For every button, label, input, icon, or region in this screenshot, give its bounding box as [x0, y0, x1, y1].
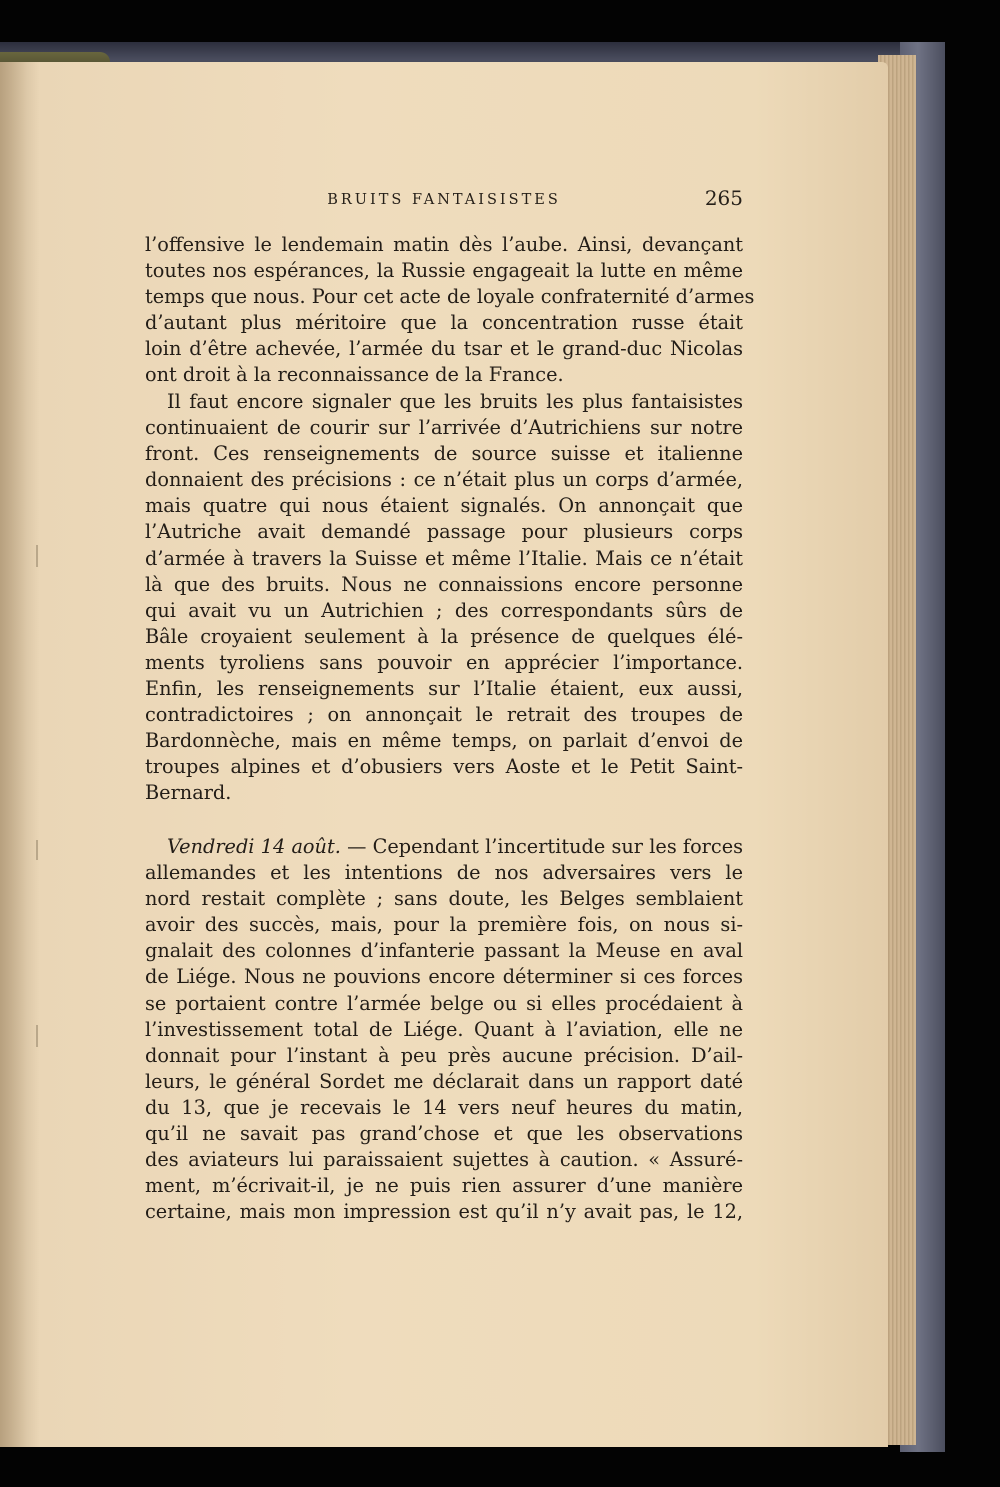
- date-label: Vendredi 14 août.: [167, 835, 341, 858]
- text-line: toutes nos espérances, la Russie engageait la lutte en même: [145, 259, 743, 283]
- text-line: des aviateurs lui paraissaient sujettes à caution. « Assuré-: [145, 1148, 743, 1172]
- margin-mark: [36, 545, 38, 567]
- gutter-shadow: [0, 62, 40, 1447]
- text-line: mais quatre qui nous étaient signalés. On annonçait que: [145, 494, 743, 518]
- text-line: temps que nous. Pour cet acte de loyale confraternité d’armes: [145, 285, 755, 309]
- text-line: loin d’être achevée, l’armée du tsar et le grand-duc Nicolas: [145, 337, 743, 361]
- text-line: continuaient de courir sur l’arrivée d’Autrichiens sur notre: [145, 416, 743, 440]
- text-line: là que des bruits. Nous ne connaissions encore personne: [145, 572, 743, 596]
- running-title: BRUITS FANTAISISTES: [327, 192, 561, 208]
- text-line: l’Autriche avait demandé passage pour plusieurs corps: [145, 520, 743, 544]
- text-fragment: — Cependant l’incertitude sur les forces: [340, 835, 743, 858]
- text-line: ont droit à la reconnaissance de la France.: [145, 363, 564, 387]
- paragraph-1: [145, 232, 755, 389]
- text-line: ments tyroliens sans pouvoir en apprécier l’importance.: [145, 650, 743, 674]
- text-line: [145, 834, 743, 860]
- text-line: avoir des succès, mais, pour la première fois, on nous si-: [145, 913, 743, 937]
- text-line: Bardonnèche, mais en même temps, on parlait d’envoi de: [145, 729, 743, 753]
- margin-mark: [36, 1025, 38, 1047]
- text-line: Enfin, les renseignements sur l’Italie étaient, eux aussi,: [145, 677, 743, 701]
- text-line: front. Ces renseignements de source suisse et italienne: [145, 442, 743, 466]
- text-line: leurs, le général Sordet me déclarait dans un rapport daté: [145, 1069, 743, 1093]
- text-line: de Liége. Nous ne pouvions encore déterminer si ces forces: [145, 965, 743, 989]
- text-line: se portaient contre l’armée belge ou si elles procédaient à: [145, 991, 743, 1015]
- text-line: troupes alpines et d’obusiers vers Aoste et le Petit Saint-: [145, 755, 743, 779]
- text-line: nord restait complète ; sans doute, les Belges semblaient: [145, 887, 743, 911]
- text-line: donnait pour l’instant à peu près aucune précision. D’ail-: [145, 1043, 743, 1067]
- text-line: gnalait des colonnes d’infanterie passant la Meuse en aval: [145, 939, 743, 963]
- text-line: allemandes et les intentions de nos adversaires vers le: [145, 861, 743, 885]
- text-line: d’armée à travers la Suisse et même l’Italie. Mais ce n’était: [145, 546, 743, 570]
- margin-mark: [36, 840, 38, 860]
- text-line: Bernard.: [145, 781, 232, 805]
- text-line: donnaient des précisions : ce n’était plus un corps d’armée,: [145, 468, 743, 492]
- text-line: du 13, que je recevais le 14 vers neuf heures du matin,: [145, 1095, 743, 1119]
- text-line: qu’il ne savait pas grand’chose et que les observations: [145, 1122, 743, 1146]
- text-line: certaine, mais mon impression est qu’il n’y avait pas, le 12,: [145, 1200, 743, 1224]
- page-header: [145, 184, 743, 214]
- text-line: d’autant plus méritoire que la concentration russe était: [145, 311, 743, 335]
- text-line: Bâle croyaient seulement à la présence de quelques élé-: [145, 624, 743, 648]
- text-line: contradictoires ; on annonçait le retrait des troupes de: [145, 703, 743, 727]
- text-line: l’offensive le lendemain matin dès l’aube. Ainsi, devançant: [145, 233, 743, 256]
- page-number: 265: [704, 186, 743, 210]
- text-line: qui avait vu un Autrichien ; des correspondants sûrs de: [145, 598, 743, 622]
- paragraph-2: [145, 389, 743, 807]
- text-line: ment, m’écrivait-il, je ne puis rien assurer d’une manière: [145, 1174, 743, 1198]
- text-line: Il faut encore signaler que les bruits les plus fantaisistes: [167, 390, 743, 413]
- paragraph-3: [145, 834, 743, 1225]
- text-line: l’investissement total de Liége. Quant à l’aviation, elle ne: [145, 1017, 743, 1041]
